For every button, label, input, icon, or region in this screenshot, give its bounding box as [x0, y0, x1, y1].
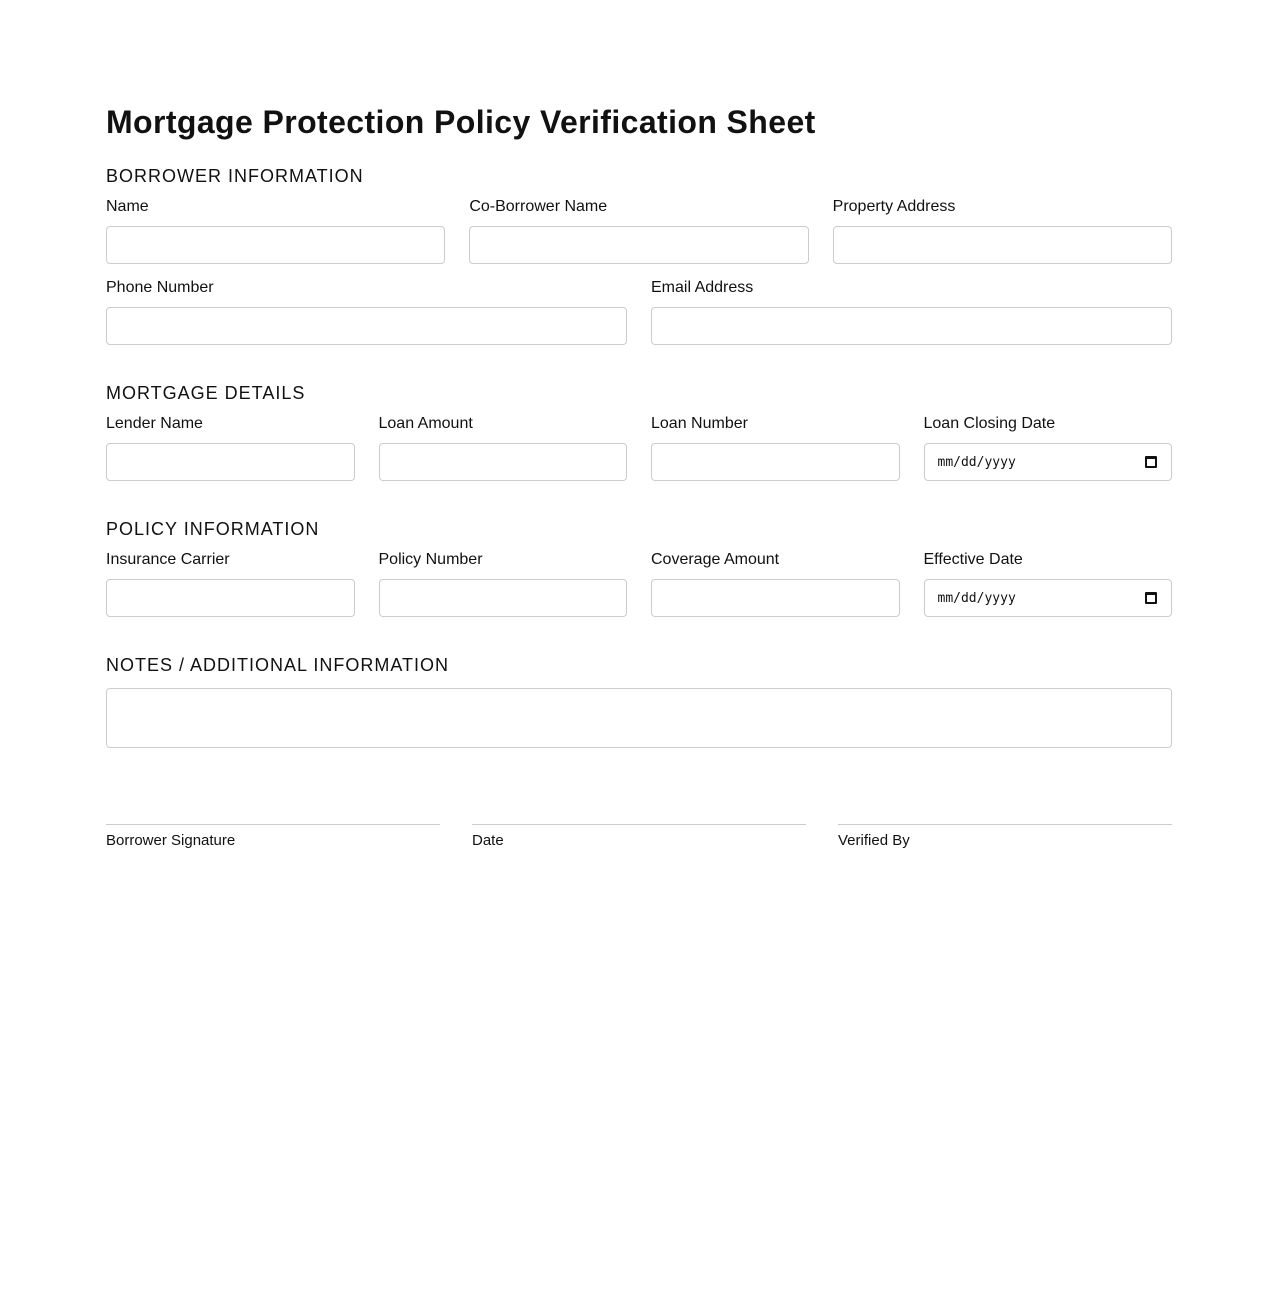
policy-row	[106, 553, 1172, 617]
section-heading-mortgage: MORTGAGE DETAILS	[106, 383, 306, 403]
notes-textarea[interactable]	[106, 688, 1172, 748]
mortgage-row	[106, 417, 1172, 481]
coverage-label: Coverage Amount	[651, 551, 780, 568]
section-heading-borrower: BORROWER INFORMATION	[106, 166, 364, 186]
lender-label: Lender Name	[106, 415, 203, 432]
policy-number-input[interactable]	[379, 579, 628, 617]
signature-row	[106, 824, 1172, 849]
carrier-label: Insurance Carrier	[106, 551, 230, 568]
email-label: Email Address	[651, 279, 754, 296]
phone-input[interactable]	[106, 307, 627, 345]
name-input[interactable]	[106, 226, 445, 264]
property-address-input[interactable]	[833, 226, 1172, 264]
borrower-signature-line: Borrower Signature	[106, 824, 440, 849]
borrower-row-1	[106, 200, 1172, 264]
section-heading-policy: POLICY INFORMATION	[106, 519, 320, 539]
section-heading-notes: NOTES / ADDITIONAL INFORMATION	[106, 655, 450, 675]
date-placeholder: mm/dd/yyyy	[937, 590, 1016, 606]
calendar-icon[interactable]	[1145, 592, 1157, 604]
email-input[interactable]	[651, 307, 1172, 345]
policy-number-label: Policy Number	[378, 551, 483, 568]
loan-number-input[interactable]	[651, 443, 900, 481]
date-signature-line: Date	[472, 824, 806, 849]
date-placeholder: mm/dd/yyyy	[937, 454, 1016, 470]
calendar-icon[interactable]	[1145, 456, 1157, 468]
closing-date-label: Loan Closing Date	[923, 415, 1056, 432]
loan-amount-label: Loan Amount	[378, 415, 473, 432]
co-borrower-input[interactable]	[469, 226, 808, 264]
effective-date-label: Effective Date	[923, 551, 1023, 568]
carrier-input[interactable]	[106, 579, 355, 617]
effective-date-input[interactable]	[924, 579, 1173, 617]
property-address-label: Property Address	[832, 198, 956, 215]
coverage-input[interactable]	[651, 579, 900, 617]
closing-date-input[interactable]	[924, 443, 1173, 481]
lender-input[interactable]	[106, 443, 355, 481]
phone-label: Phone Number	[106, 279, 214, 296]
name-label: Name	[106, 198, 149, 215]
verified-by-line: Verified By	[838, 824, 1172, 849]
loan-number-label: Loan Number	[651, 415, 748, 432]
co-borrower-label: Co-Borrower Name	[469, 198, 608, 215]
borrower-row-2	[106, 281, 1172, 345]
page-title: Mortgage Protection Policy Verification Sheet	[106, 104, 816, 140]
loan-amount-input[interactable]	[379, 443, 628, 481]
